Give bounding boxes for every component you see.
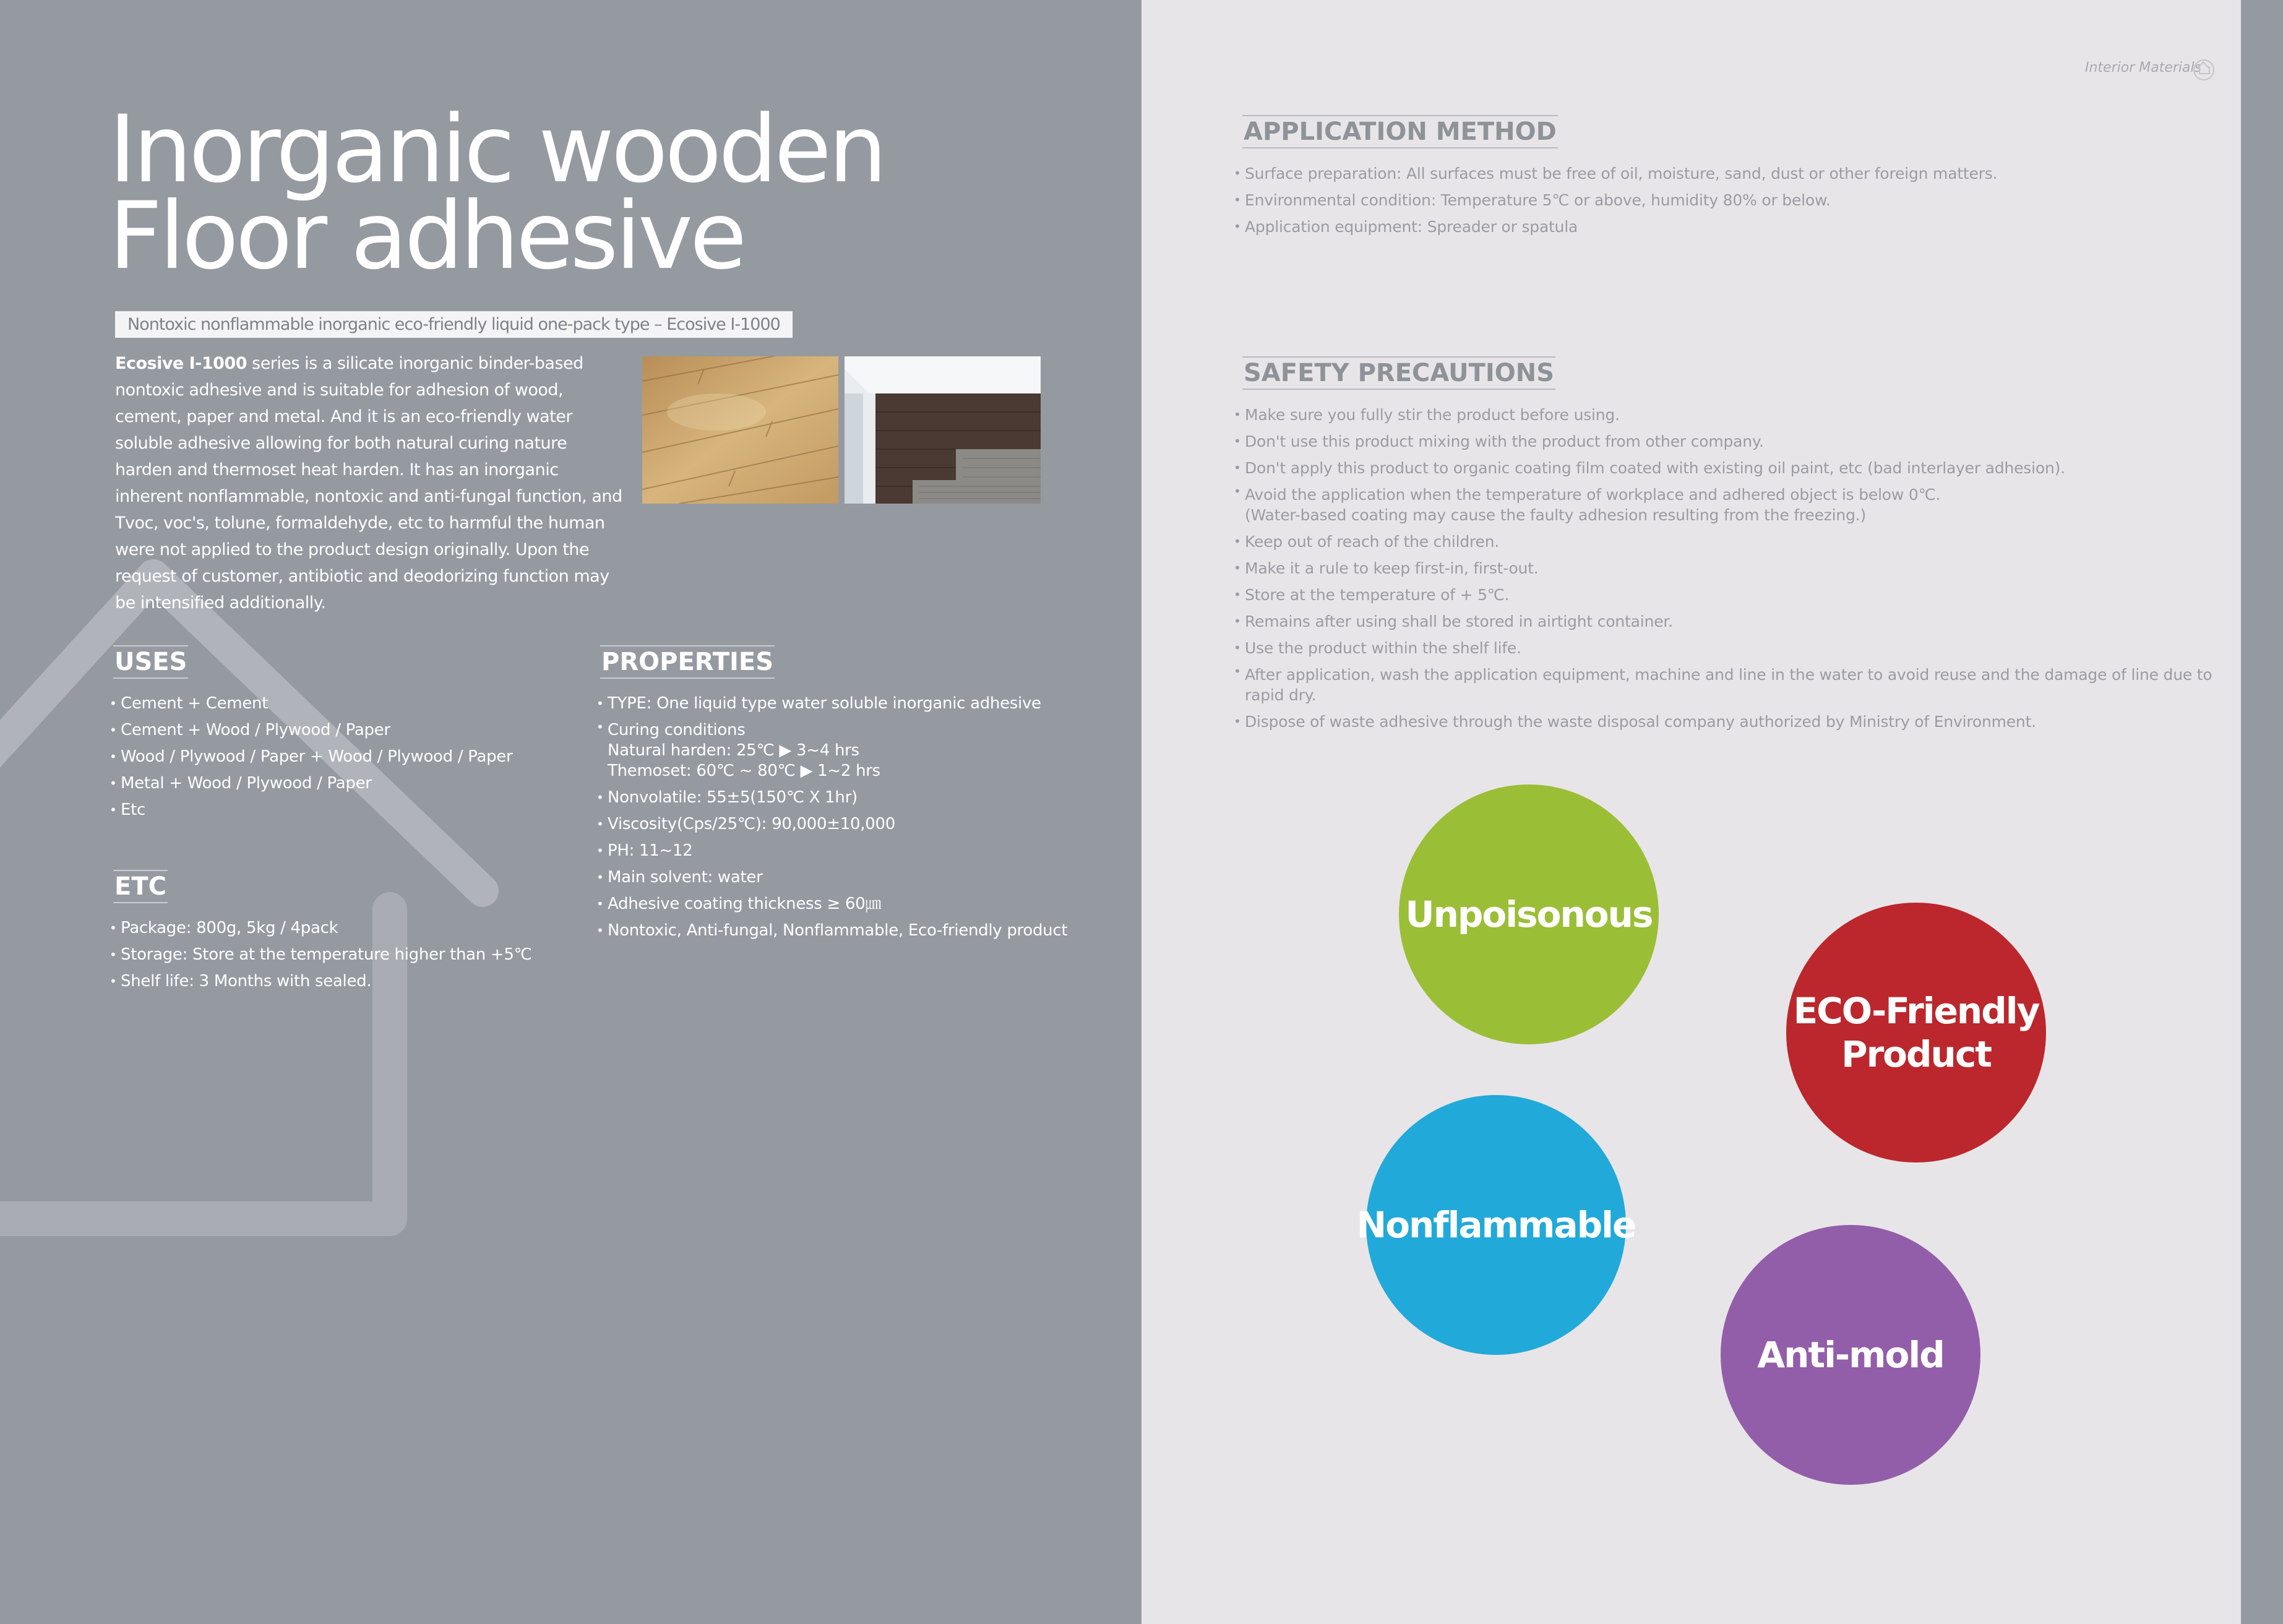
- list-item: • Adhesive coating thickness ≥ 60㎛: [600, 891, 1067, 917]
- list-item: • PH: 11~12: [600, 838, 1067, 864]
- list-item: • Cement + Wood / Plywood / Paper: [113, 717, 512, 744]
- list-item: • Nonvolatile: 55±5(150℃ X 1hr): [600, 784, 1067, 811]
- list-item: • Metal + Wood / Plywood / Paper: [113, 770, 512, 797]
- badge-label: [1794, 989, 2039, 1076]
- product-name: Ecosive I-1000: [115, 354, 247, 373]
- curing-title: • Curing conditions: [608, 721, 746, 739]
- list-item: • Nontoxic, Anti-fungal, Nonflammable, Eco-friendly product: [600, 917, 1067, 944]
- list-item: • Viscosity(Cps/25℃): 90,000±10,000: [600, 811, 1067, 838]
- description-text: series is a silicate inorganic binder-based nontoxic adhesive and is suitable for adhesion of wood, cement, paper and metal. And it is an eco-friendly water soluble adhesive allowing for both natural curing nature harden and thermoset heat harden. It has an inorganic inherent nonflammable, nontoxic and anti-fungal function, and Tvoc, voc's, tolune, formaldehyde, etc to harmful the human were not applied to the product design originally. Upon the request of customer, antibiotic and deodorizing function may be intensified additionally.: [115, 354, 622, 612]
- breadcrumb: Interior Materials: [2085, 60, 2202, 75]
- application-method-heading: APPLICATION METHOD: [1242, 115, 1558, 148]
- list-item: • Store at the temperature of + 5℃.: [1237, 582, 2264, 608]
- badge-nonflammable: [1356, 1095, 1636, 1355]
- badge-anti-mold: [1721, 1225, 1980, 1485]
- properties-heading: PROPERTIES: [600, 645, 775, 679]
- application-list: [1237, 160, 2264, 240]
- list-item: [1237, 661, 2264, 708]
- list-item: • Keep out of reach of the children.: [1237, 528, 2264, 555]
- safety-list: [1237, 402, 2264, 735]
- title-line-1: Inorganic wooden: [109, 96, 884, 204]
- home-icon[interactable]: [2193, 59, 2214, 80]
- badge-eco-friendly: [1786, 903, 2046, 1162]
- badge-unpoisonous: [1399, 784, 1659, 1044]
- product-subtitle: Nontoxic nonflammable inorganic eco-friendly liquid one-pack type – Ecosive I-1000: [115, 311, 793, 338]
- uses-heading: USES: [113, 645, 188, 679]
- badge-label-line: ECO-Friendly: [1793, 990, 2039, 1032]
- curing-natural: Natural harden: 25℃ ▶ 3~4 hrs: [608, 741, 859, 760]
- title-line-2: Floor adhesive: [109, 183, 744, 290]
- list-item-line: • After application, wash the application equipment, machine and line in the water to avoid reuse and the damage of line due to: [1245, 666, 2212, 684]
- list-item: • Use the product within the shelf life.: [1237, 635, 2264, 661]
- list-item: • Application equipment: Spreader or spatula: [1237, 213, 2264, 240]
- etc-list: [113, 915, 532, 995]
- uses-list: [113, 690, 512, 823]
- list-item: • Don't apply this product to organic coating film coated with existing oil paint, etc (bad interlayer adhesion).: [1237, 455, 2264, 481]
- badge-label: Nonflammable: [1356, 1204, 1636, 1246]
- list-item: • Remains after using shall be stored in airtight container.: [1237, 608, 2264, 635]
- list-item: • Cement + Cement: [113, 690, 512, 717]
- page-edge-strip: [2241, 0, 2283, 1624]
- right-panel: [1142, 0, 2241, 1624]
- etc-heading: ETC: [113, 870, 168, 903]
- list-item: • Wood / Plywood / Paper + Wood / Plywood / Paper: [113, 744, 512, 770]
- list-item-line: • Avoid the application when the temperature of workplace and adhered object is below 0℃.: [1245, 486, 1941, 504]
- list-item: • TYPE: One liquid type water soluble inorganic adhesive: [600, 690, 1067, 717]
- list-item: • Dispose of waste adhesive through the waste disposal company authorized by Ministry of Environment.: [1237, 708, 2264, 735]
- wood-floor-photo: [642, 356, 838, 504]
- list-item: • Package: 800g, 5kg / 4pack: [113, 915, 532, 942]
- badge-label-line: Product: [1841, 1033, 1991, 1075]
- properties-list: [600, 690, 1067, 944]
- product-description: [115, 350, 622, 616]
- list-item: • Storage: Store at the temperature higher than +5℃: [113, 942, 532, 968]
- list-item: • Surface preparation: All surfaces must be free of oil, moisture, sand, dust or other foreign matters.: [1237, 160, 2264, 187]
- safety-precautions-heading: SAFETY PRECAUTIONS: [1242, 356, 1555, 390]
- list-item: [1237, 481, 2264, 528]
- list-item-line: rapid dry.: [1245, 686, 1317, 704]
- list-item: • Shelf life: 3 Months with sealed.: [113, 968, 532, 995]
- floor-installation-photo: [845, 356, 1041, 504]
- list-item: • Make it a rule to keep first-in, first-out.: [1237, 555, 2264, 582]
- badge-label: Anti-mold: [1757, 1334, 1944, 1376]
- list-item: • Main solvent: water: [600, 864, 1067, 891]
- list-item-line: (Water-based coating may cause the faulty adhesion resulting from the freezing.): [1245, 506, 1867, 524]
- badge-label: Unpoisonous: [1405, 893, 1653, 935]
- list-item: • Don't use this product mixing with the product from other company.: [1237, 428, 2264, 455]
- list-item: • Etc: [113, 797, 512, 823]
- curing-thermoset: Themoset: 60℃ ~ 80℃ ▶ 1~2 hrs: [608, 762, 880, 780]
- list-item: [600, 717, 1067, 784]
- list-item: • Make sure you fully stir the product before using.: [1237, 402, 2264, 428]
- page-title: [109, 96, 884, 290]
- list-item: • Environmental condition: Temperature 5℃ or above, humidity 80% or below.: [1237, 187, 2264, 213]
